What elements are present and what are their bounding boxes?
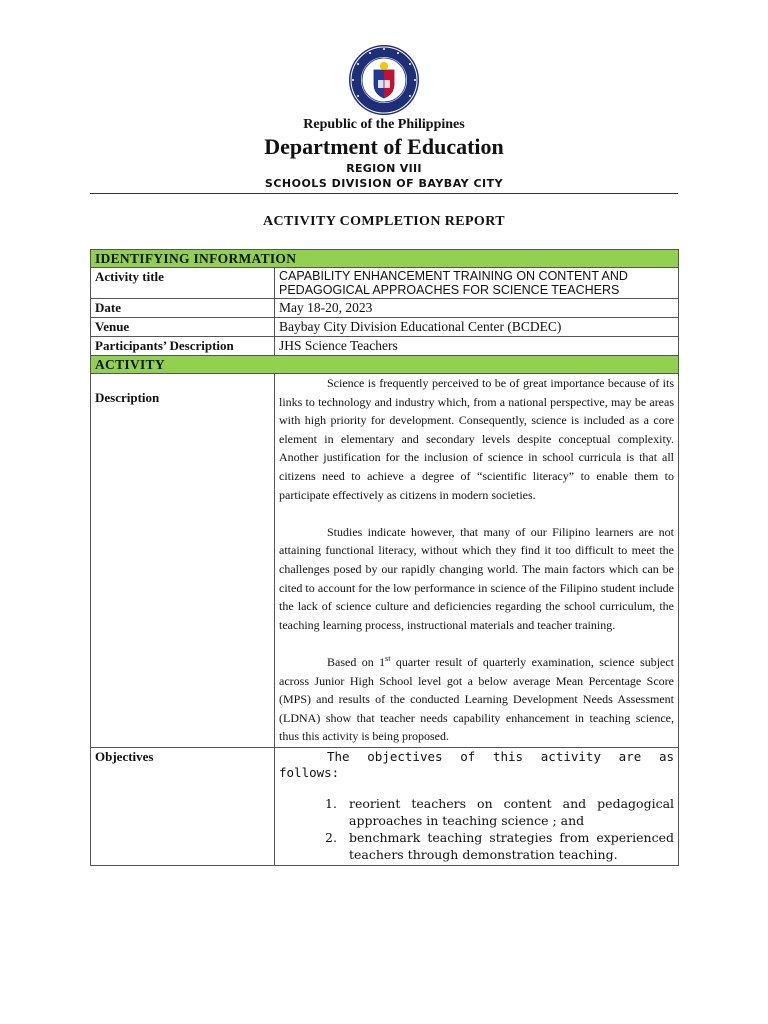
section-header-identifying — [91, 250, 679, 268]
table-row — [91, 374, 679, 748]
republic-heading: Republic of the Philippines — [303, 117, 465, 132]
table-row — [91, 318, 679, 337]
section-title: ACTIVITY — [91, 356, 679, 374]
description-text: Based on 1 — [327, 654, 386, 669]
participants-label: Participants’ Description — [91, 337, 275, 356]
table-row — [91, 747, 679, 865]
objectives-value — [275, 747, 679, 865]
section-header-activity — [91, 356, 679, 374]
objectives-label: Objectives — [91, 747, 275, 865]
date-value: May 18-20, 2023 — [275, 299, 679, 318]
table-row — [91, 268, 679, 299]
description-paragraph: Science is frequently perceived to be of great importance because of its links to technology and industry which, from a national perspective, may be areas with high priority for development. Consequently, science is included as a core element in elementary and secondary levels despite conceptual complexity. Another justification for the inclusion of science in school curricula is that all citizens need to achieve a degree of “scientific literacy” to enable them to participate effectively as citizens in modern societies. — [279, 376, 675, 502]
description-label: Description — [91, 374, 275, 748]
ordinal-suffix: st — [385, 653, 391, 663]
header-divider — [90, 193, 678, 194]
list-text: reorient teachers on content and pedagogical approaches in teaching science ; and — [349, 795, 675, 828]
list-number: 1. — [325, 795, 337, 811]
deped-seal-logo — [348, 44, 420, 116]
section-title: IDENTIFYING INFORMATION — [91, 250, 679, 268]
table-row — [91, 337, 679, 356]
list-number: 2. — [325, 829, 337, 845]
activity-title-line: PEDAGOGICAL APPROACHES FOR SCIENCE TEACHERS — [279, 283, 620, 297]
list-text: benchmark teaching strategies from experienced teachers through demonstration teaching. — [349, 829, 675, 862]
activity-title-line: CAPABILITY ENHANCEMENT TRAINING ON CONTENT AND — [279, 269, 628, 283]
activity-title-value — [275, 268, 679, 299]
report-title: ACTIVITY COMPLETION REPORT — [263, 214, 505, 229]
description-paragraph — [279, 653, 674, 746]
description-paragraph: Studies indicate however, that many of our Filipino learners are not attaining functional literacy, without which they find it too difficult to meet the challenges posed by our rapidly changing world. The main factors which can be cited to account for the low performance in science of the Filipino student include the lack of science culture and deficiencies regarding the school curriculum, the teaching learning process, instructional materials and teacher training. — [279, 524, 675, 632]
list-item — [279, 829, 674, 863]
participants-value: JHS Science Teachers — [275, 337, 679, 356]
venue-value: Baybay City Division Educational Center (BCDEC) — [275, 318, 679, 337]
table-row — [91, 299, 679, 318]
activity-title-label: Activity title — [91, 268, 275, 299]
description-value — [275, 374, 679, 748]
objectives-list — [279, 795, 674, 863]
region-heading: REGION VIII — [346, 162, 422, 175]
description-text: quarter result of quarterly examination, science subject across Junior High School level got a below average Mean Percentage Score (MPS) and results of the conducted Learning Development Needs Assessment (LDNA) show that teacher needs capability enhancement in teaching science, thus this activity is being proposed. — [279, 654, 675, 744]
list-item — [279, 795, 674, 829]
date-label: Date — [91, 299, 275, 318]
objectives-intro: The objectives of this activity are as follows: — [279, 748, 675, 780]
division-heading: SCHOOLS DIVISION OF BAYBAY CITY — [264, 177, 504, 190]
completion-report-table — [90, 249, 679, 866]
venue-label: Venue — [91, 318, 275, 337]
department-heading: Department of Education — [264, 134, 504, 159]
